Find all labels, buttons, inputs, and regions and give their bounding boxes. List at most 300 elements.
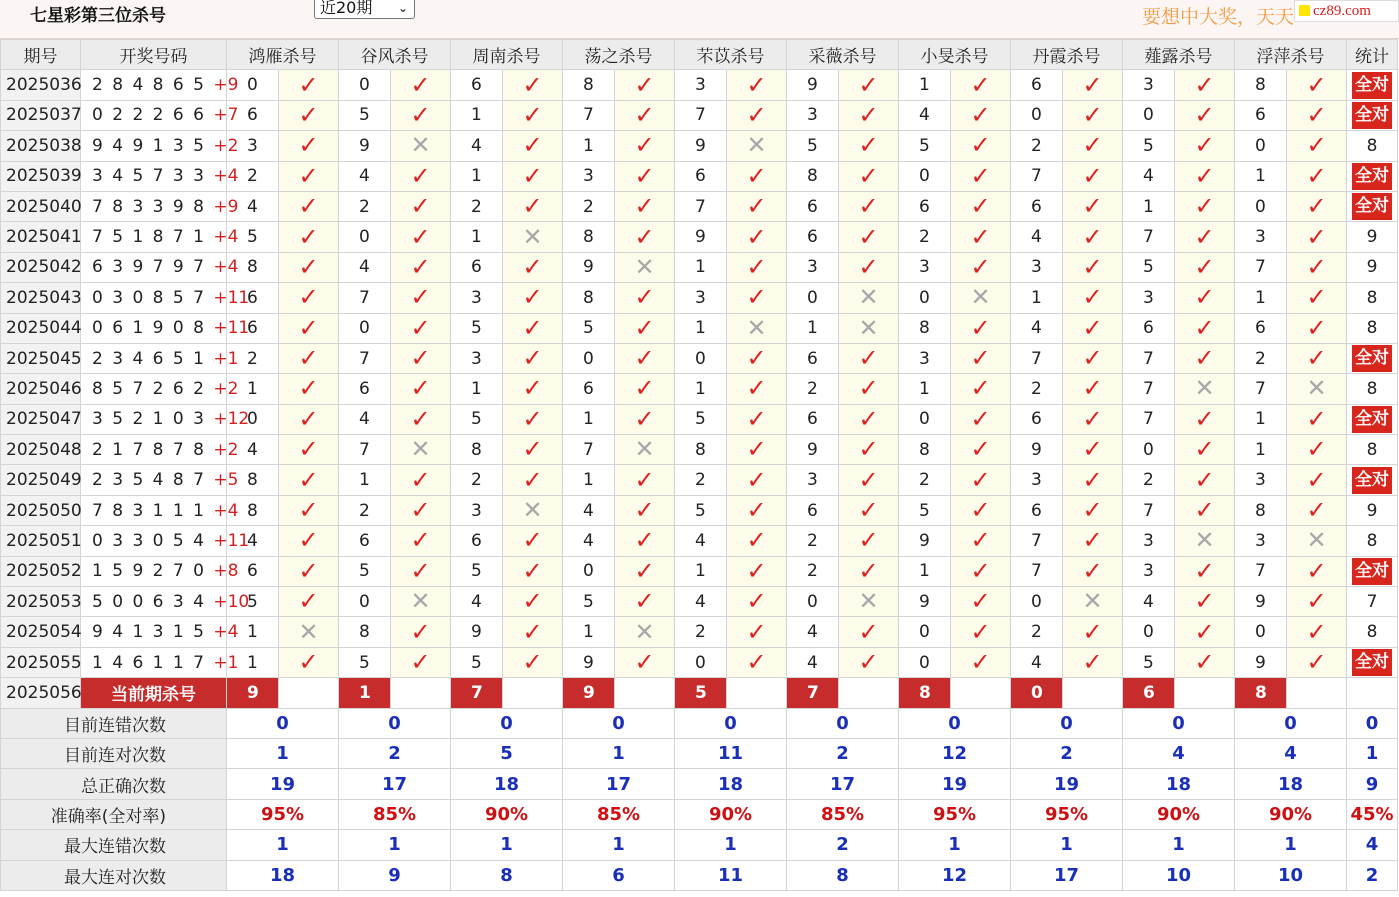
check-icon: ✓ <box>1082 496 1103 525</box>
current-kill-number: 6 <box>1123 678 1175 708</box>
check-icon: ✓ <box>970 435 991 464</box>
result-cell <box>1063 100 1123 130</box>
kill-number: 7 <box>339 435 391 465</box>
summary-value: 18 <box>227 860 339 890</box>
check-icon: ✓ <box>858 222 879 251</box>
kill-number: 4 <box>227 435 279 465</box>
check-icon: ✓ <box>1306 465 1327 494</box>
result-cell <box>279 556 339 586</box>
kill-number: 1 <box>451 161 503 191</box>
summary-value: 18 <box>1123 769 1235 799</box>
result-cell <box>727 556 787 586</box>
check-icon: ✓ <box>1082 556 1103 585</box>
result-cell <box>1287 161 1347 191</box>
kill-number: 8 <box>563 222 615 252</box>
check-icon: ✓ <box>410 100 431 129</box>
check-icon: ✓ <box>746 435 767 464</box>
result-cell <box>615 70 675 100</box>
draw-numbers <box>81 495 239 525</box>
result-cell <box>727 131 787 161</box>
current-kill-number: 0 <box>1011 678 1063 708</box>
check-icon: ✓ <box>1082 161 1103 190</box>
check-icon: ✓ <box>522 313 543 342</box>
summary-value: 0 <box>899 708 1011 738</box>
result-cell <box>839 313 899 343</box>
kill-number: 9 <box>1235 647 1287 677</box>
column-header-expert: 浮萍杀号 <box>1235 40 1347 70</box>
kill-number: 4 <box>1011 313 1063 343</box>
kill-number: 1 <box>787 313 839 343</box>
check-icon: ✓ <box>1082 313 1103 342</box>
kill-number: 4 <box>563 526 615 556</box>
table-row <box>1 343 1398 373</box>
result-cell <box>615 404 675 434</box>
special-number: +11 <box>213 287 250 308</box>
kill-number: 6 <box>787 222 839 252</box>
check-icon: ✓ <box>858 648 879 676</box>
main-numbers: 9 4 9 1 3 5 <box>92 135 214 156</box>
check-icon: ✓ <box>634 161 655 190</box>
check-icon: ✓ <box>1194 648 1215 676</box>
result-cell <box>503 556 563 586</box>
result-cell <box>839 131 899 161</box>
kill-number: 9 <box>787 435 839 465</box>
cross-icon: ✕ <box>634 435 655 464</box>
summary-value: 10 <box>1123 860 1235 890</box>
draw-numbers <box>81 131 239 161</box>
kill-number: 0 <box>787 283 839 313</box>
table-row <box>1 374 1398 404</box>
check-icon: ✓ <box>298 465 319 494</box>
summary-value: 5 <box>451 738 563 768</box>
kill-number: 3 <box>451 495 503 525</box>
result-cell <box>615 191 675 221</box>
draw-numbers <box>81 556 239 586</box>
kill-number: 5 <box>339 100 391 130</box>
check-icon: ✓ <box>1194 435 1215 464</box>
draw-numbers <box>81 191 239 221</box>
check-icon: ✓ <box>522 556 543 585</box>
slogan-banner[interactable]: 要想中大奖，天天 <box>1142 6 1295 28</box>
check-icon: ✓ <box>1306 344 1327 373</box>
special-number: +8 <box>213 561 239 582</box>
summary-label: 最大连错次数 <box>1 830 227 860</box>
kill-number: 1 <box>675 313 727 343</box>
row-stat <box>1347 404 1398 434</box>
check-icon: ✓ <box>1306 435 1327 464</box>
result-cell <box>839 161 899 191</box>
table-row <box>1 495 1398 525</box>
summary-row <box>1 708 1398 738</box>
period-select[interactable] <box>314 0 415 19</box>
summary-value: 1 <box>451 830 563 860</box>
current-empty-cell <box>1175 678 1235 708</box>
kill-number: 0 <box>899 404 951 434</box>
summary-value: 19 <box>899 769 1011 799</box>
check-icon: ✓ <box>746 344 767 373</box>
all-correct-badge: 全对 <box>1352 467 1392 494</box>
kill-number: 8 <box>899 313 951 343</box>
result-cell <box>951 435 1011 465</box>
check-icon: ✓ <box>522 374 543 403</box>
special-number: +5 <box>213 470 239 491</box>
check-icon: ✓ <box>970 465 991 494</box>
kill-number: 7 <box>1123 495 1175 525</box>
kill-number: 8 <box>227 252 279 282</box>
check-icon: ✓ <box>970 313 991 342</box>
kill-number: 5 <box>675 495 727 525</box>
table-row <box>1 526 1398 556</box>
column-header-expert: 荡之杀号 <box>563 40 675 70</box>
column-header-expert: 小旻杀号 <box>899 40 1011 70</box>
issue-number: 2025046 <box>1 374 81 404</box>
kill-number: 3 <box>1235 465 1287 495</box>
period-select-value: 近20期 <box>320 0 373 17</box>
check-icon: ✓ <box>634 283 655 312</box>
check-icon: ✓ <box>298 435 319 464</box>
check-icon: ✓ <box>970 587 991 616</box>
result-cell <box>503 131 563 161</box>
cross-icon: ✕ <box>1082 587 1103 616</box>
result-cell <box>615 435 675 465</box>
result-cell <box>1063 404 1123 434</box>
current-stat-cell <box>1347 678 1398 708</box>
kill-number: 9 <box>675 222 727 252</box>
row-stat <box>1347 556 1398 586</box>
kill-number: 0 <box>227 404 279 434</box>
check-icon: ✓ <box>1082 252 1103 281</box>
summary-value: 95% <box>899 799 1011 829</box>
result-cell <box>1287 647 1347 677</box>
check-icon: ✓ <box>746 192 767 221</box>
kill-number: 5 <box>1123 252 1175 282</box>
kill-number: 4 <box>1123 161 1175 191</box>
main-numbers: 7 5 1 8 7 1 <box>92 227 214 248</box>
check-icon: ✓ <box>970 192 991 221</box>
check-icon: ✓ <box>410 222 431 251</box>
summary-value: 2 <box>787 830 899 860</box>
summary-value: 1 <box>227 830 339 860</box>
issue-number: 2025054 <box>1 617 81 647</box>
result-cell <box>727 313 787 343</box>
check-icon: ✓ <box>1306 252 1327 281</box>
check-icon: ✓ <box>1306 192 1327 221</box>
check-icon: ✓ <box>970 617 991 646</box>
result-cell <box>615 131 675 161</box>
summary-value: 12 <box>899 738 1011 768</box>
result-cell <box>391 374 451 404</box>
kill-number: 7 <box>339 283 391 313</box>
row-stat: 9 <box>1347 495 1398 525</box>
check-icon: ✓ <box>1082 222 1103 251</box>
column-header-expert: 周南杀号 <box>451 40 563 70</box>
check-icon: ✓ <box>746 617 767 646</box>
check-icon: ✓ <box>634 587 655 616</box>
kill-number: 9 <box>1011 435 1063 465</box>
kill-number: 1 <box>563 404 615 434</box>
check-icon: ✓ <box>1306 161 1327 190</box>
summary-value: 1 <box>563 738 675 768</box>
result-cell <box>279 283 339 313</box>
main-numbers: 1 4 6 1 1 7 <box>92 652 214 673</box>
table-row <box>1 191 1398 221</box>
kill-number: 4 <box>339 161 391 191</box>
row-stat: 8 <box>1347 131 1398 161</box>
result-cell <box>503 70 563 100</box>
check-icon: ✓ <box>1194 192 1215 221</box>
check-icon: ✓ <box>858 374 879 403</box>
special-number: +1 <box>213 652 239 673</box>
check-icon: ✓ <box>1194 404 1215 433</box>
result-cell <box>615 465 675 495</box>
kill-number: 0 <box>899 617 951 647</box>
result-cell <box>1175 222 1235 252</box>
all-correct-badge: 全对 <box>1352 163 1392 190</box>
check-icon: ✓ <box>298 283 319 312</box>
issue-number: 2025048 <box>1 435 81 465</box>
kill-number-table <box>0 39 1398 891</box>
kill-number: 4 <box>1123 587 1175 617</box>
summary-value: 0 <box>227 708 339 738</box>
kill-number: 7 <box>1123 404 1175 434</box>
result-cell <box>839 556 899 586</box>
kill-number: 8 <box>787 161 839 191</box>
result-cell <box>503 191 563 221</box>
kill-number: 7 <box>1011 526 1063 556</box>
current-kill-number: 7 <box>451 678 503 708</box>
result-cell <box>951 252 1011 282</box>
result-cell <box>503 617 563 647</box>
result-cell <box>1063 647 1123 677</box>
result-cell <box>503 343 563 373</box>
result-cell <box>391 435 451 465</box>
result-cell <box>839 100 899 130</box>
check-icon: ✓ <box>746 648 767 676</box>
result-cell <box>1287 131 1347 161</box>
kill-number: 6 <box>1011 70 1063 100</box>
result-cell <box>1063 191 1123 221</box>
result-cell <box>279 495 339 525</box>
kill-number: 5 <box>451 647 503 677</box>
check-icon: ✓ <box>1082 526 1103 555</box>
logo-text: cz89.com <box>1313 3 1371 19</box>
all-correct-badge: 全对 <box>1352 649 1392 676</box>
kill-number: 7 <box>563 100 615 130</box>
kill-number: 5 <box>899 495 951 525</box>
result-cell <box>279 617 339 647</box>
summary-value: 85% <box>563 799 675 829</box>
result-cell <box>615 161 675 191</box>
check-icon: ✓ <box>1082 648 1103 676</box>
kill-number: 5 <box>451 404 503 434</box>
special-number: +9 <box>213 75 239 96</box>
row-stat <box>1347 161 1398 191</box>
result-cell <box>1175 647 1235 677</box>
check-icon: ✓ <box>970 496 991 525</box>
result-cell <box>615 587 675 617</box>
result-cell <box>1175 587 1235 617</box>
kill-number: 2 <box>451 465 503 495</box>
summary-label: 最大连对次数 <box>1 860 227 890</box>
kill-number: 9 <box>899 526 951 556</box>
check-icon: ✓ <box>1082 617 1103 646</box>
result-cell <box>727 252 787 282</box>
check-icon: ✓ <box>970 344 991 373</box>
check-icon: ✓ <box>522 404 543 433</box>
main-numbers: 0 3 0 8 5 7 <box>92 287 214 308</box>
result-cell <box>1287 100 1347 130</box>
result-cell <box>615 374 675 404</box>
kill-number: 1 <box>563 617 615 647</box>
kill-number: 2 <box>1123 465 1175 495</box>
check-icon: ✓ <box>1082 374 1103 403</box>
result-cell <box>839 222 899 252</box>
check-icon: ✓ <box>522 344 543 373</box>
result-cell <box>391 252 451 282</box>
summary-value: 4 <box>1347 830 1398 860</box>
main-numbers: 2 1 7 8 7 8 <box>92 439 214 460</box>
check-icon: ✓ <box>746 283 767 312</box>
result-cell <box>279 100 339 130</box>
kill-number: 3 <box>787 465 839 495</box>
cross-icon: ✕ <box>634 252 655 281</box>
check-icon: ✓ <box>1082 283 1103 312</box>
summary-value: 18 <box>1235 769 1347 799</box>
row-stat: 7 <box>1347 587 1398 617</box>
summary-value: 6 <box>563 860 675 890</box>
check-icon: ✓ <box>522 283 543 312</box>
check-icon: ✓ <box>970 100 991 129</box>
check-icon: ✓ <box>410 344 431 373</box>
current-kill-number: 9 <box>227 678 279 708</box>
kill-number: 6 <box>339 374 391 404</box>
kill-number: 6 <box>227 100 279 130</box>
result-cell <box>391 343 451 373</box>
check-icon: ✓ <box>746 404 767 433</box>
summary-row <box>1 769 1398 799</box>
site-logo[interactable] <box>1294 0 1399 22</box>
result-cell <box>279 404 339 434</box>
summary-value: 0 <box>1011 708 1123 738</box>
check-icon: ✓ <box>1194 252 1215 281</box>
check-icon: ✓ <box>1082 131 1103 160</box>
draw-numbers <box>81 283 250 313</box>
kill-number: 2 <box>787 526 839 556</box>
kill-number: 6 <box>1011 191 1063 221</box>
result-cell <box>1287 556 1347 586</box>
kill-number: 2 <box>339 191 391 221</box>
summary-value: 9 <box>1347 769 1398 799</box>
kill-number: 3 <box>899 252 951 282</box>
cross-icon: ✕ <box>970 283 991 312</box>
row-stat: 8 <box>1347 283 1398 313</box>
table-row <box>1 617 1398 647</box>
check-icon: ✓ <box>634 404 655 433</box>
current-empty-cell <box>1287 678 1347 708</box>
check-icon: ✓ <box>858 526 879 555</box>
kill-number: 1 <box>227 617 279 647</box>
column-header-issue: 期号 <box>1 40 81 70</box>
result-cell <box>1175 526 1235 556</box>
result-cell <box>1175 556 1235 586</box>
kill-number: 2 <box>787 374 839 404</box>
result-cell <box>391 617 451 647</box>
result-cell <box>279 313 339 343</box>
result-cell <box>839 647 899 677</box>
row-stat <box>1347 465 1398 495</box>
result-cell <box>951 222 1011 252</box>
kill-number: 4 <box>227 191 279 221</box>
check-icon: ✓ <box>746 496 767 525</box>
main-numbers: 1 5 9 2 7 0 <box>92 561 214 582</box>
kill-number: 7 <box>1235 252 1287 282</box>
kill-number: 0 <box>339 222 391 252</box>
table-row <box>1 161 1398 191</box>
check-icon: ✓ <box>858 404 879 433</box>
kill-number: 0 <box>675 343 727 373</box>
check-icon: ✓ <box>634 192 655 221</box>
summary-value: 0 <box>675 708 787 738</box>
check-icon: ✓ <box>634 556 655 585</box>
check-icon: ✓ <box>410 192 431 221</box>
check-icon: ✓ <box>970 131 991 160</box>
kill-number: 0 <box>563 556 615 586</box>
result-cell <box>951 495 1011 525</box>
kill-number: 6 <box>1011 495 1063 525</box>
check-icon: ✓ <box>634 648 655 676</box>
check-icon: ✓ <box>746 222 767 251</box>
result-cell <box>503 313 563 343</box>
check-icon: ✓ <box>410 465 431 494</box>
result-cell <box>503 495 563 525</box>
table-row <box>1 556 1398 586</box>
check-icon: ✓ <box>858 252 879 281</box>
kill-number: 0 <box>339 587 391 617</box>
kill-number: 2 <box>1235 343 1287 373</box>
check-icon: ✓ <box>1194 587 1215 616</box>
summary-value: 19 <box>1011 769 1123 799</box>
result-cell <box>951 617 1011 647</box>
result-cell <box>503 222 563 252</box>
result-cell <box>279 343 339 373</box>
draw-numbers <box>81 465 239 495</box>
cross-icon: ✕ <box>522 496 543 525</box>
result-cell <box>615 495 675 525</box>
kill-number: 9 <box>339 131 391 161</box>
kill-number: 4 <box>563 495 615 525</box>
issue-number: 2025053 <box>1 587 81 617</box>
check-icon: ✓ <box>858 100 879 129</box>
column-header-expert: 丹霞杀号 <box>1011 40 1123 70</box>
kill-number: 0 <box>899 647 951 677</box>
check-icon: ✓ <box>1082 344 1103 373</box>
check-icon: ✓ <box>298 404 319 433</box>
summary-row <box>1 860 1398 890</box>
check-icon: ✓ <box>1082 100 1103 129</box>
check-icon: ✓ <box>634 131 655 160</box>
special-number: +4 <box>213 500 239 521</box>
issue-number: 2025037 <box>1 100 81 130</box>
result-cell <box>727 495 787 525</box>
check-icon: ✓ <box>1306 556 1327 585</box>
kill-number: 6 <box>787 404 839 434</box>
check-icon: ✓ <box>970 70 991 99</box>
summary-value: 0 <box>1347 708 1398 738</box>
kill-number: 3 <box>563 161 615 191</box>
result-cell <box>1175 465 1235 495</box>
check-icon: ✓ <box>1082 192 1103 221</box>
summary-value: 45% <box>1347 799 1398 829</box>
